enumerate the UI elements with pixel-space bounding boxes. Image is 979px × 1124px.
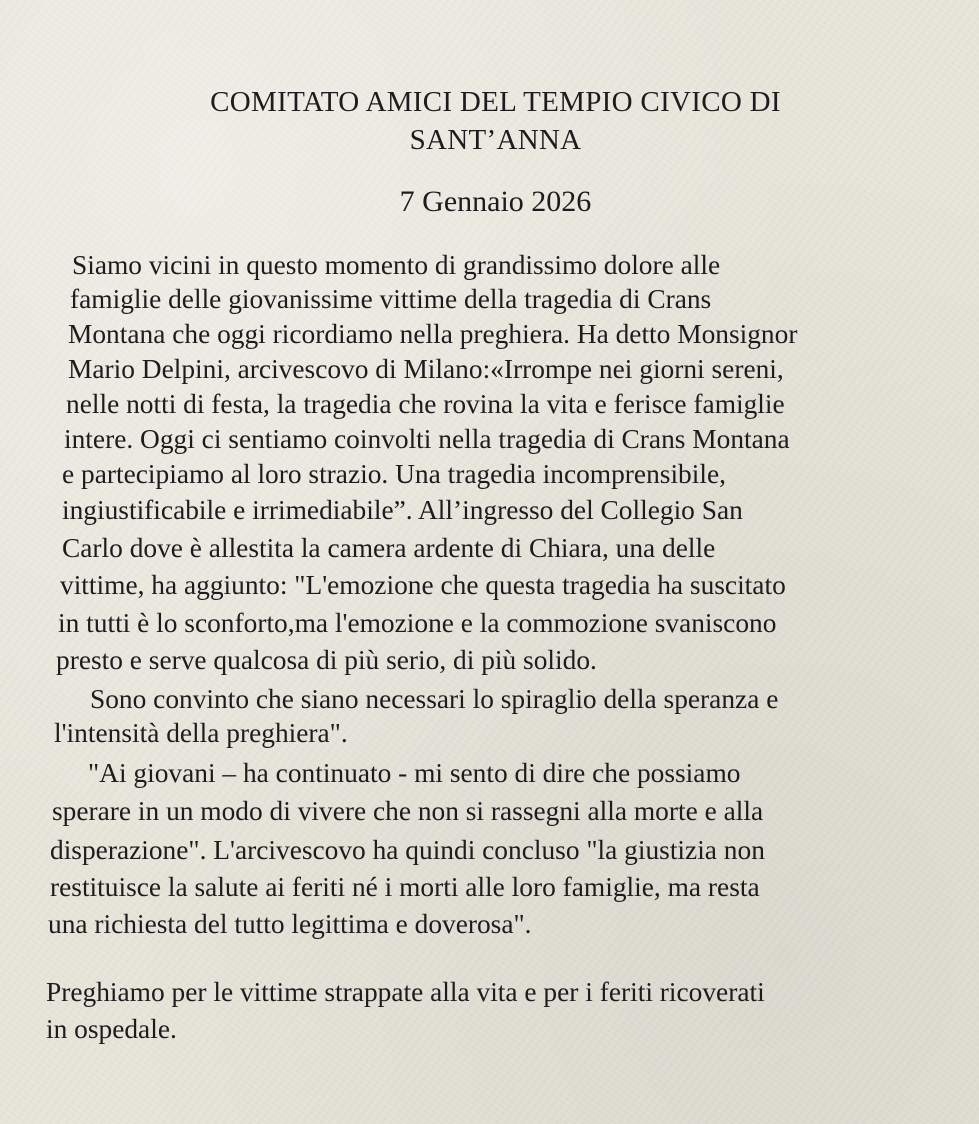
body-line: nelle notti di festa, la tragedia che rovina la vita e ferisce famiglie [66,389,785,419]
closing-line: Preghiamo per le vittime strappate alla vita e per i feriti ricoverati [46,977,765,1007]
body-line: l'intensità della preghiera". [54,718,348,748]
document-date: 7 Gennaio 2026 [399,185,592,218]
heading-line-2: SANT’ANNA [409,124,582,156]
body-line: ingiustificabile e irrimediabile”. All’ingresso del Collegio San [62,495,743,525]
body-line: Mario Delpini, arcivescovo di Milano:«Irrompe nei giorni sereni, [68,354,784,384]
body-line: vittime, ha aggiunto: "L'emozione che questa tragedia ha suscitato [60,570,786,600]
body-line: Siamo vicini in questo momento di grandissimo dolore alle [72,250,721,280]
body-line: Montana che oggi ricordiamo nella preghiera. Ha detto Monsignor [68,319,798,349]
body-line: intere. Oggi ci sentiamo coinvolti nella tragedia di Crans Montana [64,424,790,454]
body-line: restituisce la salute ai feriti né i morti alle loro famiglie, ma resta [50,872,760,902]
body-line: famiglie delle giovanissime vittime della tragedia di Crans [70,284,712,314]
body-line: una richiesta del tutto legittima e doverosa". [48,909,532,939]
body-line: presto e serve qualcosa di più serio, di più solido. [56,645,597,675]
body-line: "Ai giovani – ha continuato - mi sento di dire che possiamo [88,758,741,788]
body-line: e partecipiamo al loro strazio. Una tragedia incomprensibile, [62,459,726,489]
body-line: in tutti è lo sconforto,ma l'emozione e la commozione svaniscono [58,608,777,638]
body-line: sperare in un modo di vivere che non si rassegni alla morte e alla [52,796,764,826]
body-line: Sono convinto che siano necessari lo spiraglio della speranza e [90,684,779,714]
body-line: Carlo dove è allestita la camera ardente di Chiara, una delle [62,533,716,563]
body-line: disperazione". L'arcivescovo ha quindi concluso "la giustizia non [50,835,765,865]
heading-line-1: COMITATO AMICI DEL TEMPIO CIVICO DI [210,86,781,118]
closing-line: in ospedale. [46,1014,177,1044]
